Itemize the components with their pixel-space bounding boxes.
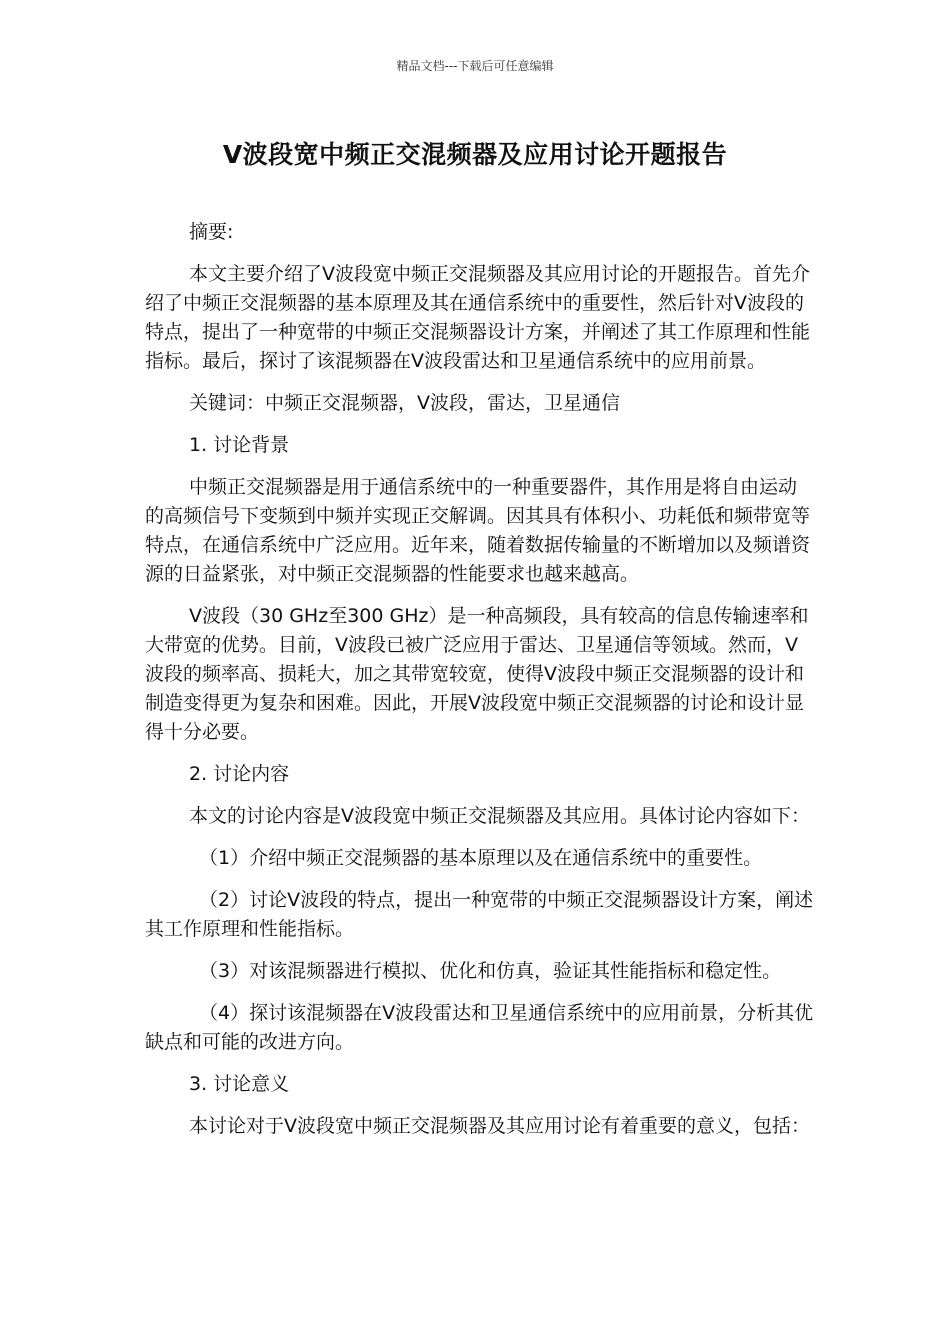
- background-paragraph-1: 中频正交混频器是用于通信系统中的一种重要器件，其作用是将自由运动的高频信号下变频到中频并实现正交解调。因其具有体积小、功耗低和频带宽等特点，在通信系统中广泛应用。近年来，随着数据传输量的不断增加以及频谱资源的日益紧张，对中频正交混频器的性能要求也越来越高。: [145, 476, 811, 585]
- background-paragraph-2: V波段（30 GHz至300 GHz）是一种高频段，具有较高的信息传输速率和大带宽的优势。目前，V波段已被广泛应用于雷达、卫星通信等领域。然而，V波段的频率高、损耗大，加之其带宽较宽，使得V波段中频正交混频器的设计和制造变得更为复杂和困难。因此，开展V波段宽中频正交混频器的讨论和设计显得十分必要。: [145, 605, 809, 743]
- section-heading-background: 1. 讨论背景: [189, 434, 290, 456]
- document-title: V波段宽中频正交混频器及应用讨论开题报告: [222, 140, 728, 169]
- content-list-item-2: （2）讨论V波段的特点，提出一种宽带的中频正交混频器设计方案，阐述其工作原理和性能指标。: [145, 889, 814, 940]
- abstract-paragraph: 本文主要介绍了V波段宽中频正交混频器及其应用讨论的开题报告。首先介绍了中频正交混频器的基本原理及其在通信系统中的重要性，然后针对V波段的特点，提出了一种宽带的中频正交混频器设计方案，并阐述了其工作原理和性能指标。最后，探讨了该混频器在V波段雷达和卫星通信系统中的应用前景。: [145, 263, 811, 372]
- section-heading-significance: 3. 讨论意义: [189, 1073, 290, 1095]
- content-list-item-1: （1）介绍中频正交混频器的基本原理以及在通信系统中的重要性。: [199, 847, 763, 869]
- significance-paragraph: 本讨论对于V波段宽中频正交混频器及其应用讨论有着重要的意义，包括：: [189, 1115, 810, 1137]
- header-note: 精品文档---下载后可任意编辑: [396, 59, 554, 73]
- abstract-heading: 摘要:: [189, 221, 234, 243]
- keywords: 关键词：中频正交混频器，V波段，雷达，卫星通信: [189, 392, 620, 414]
- document-body: [145, 218, 815, 1154]
- content-list-item-4: （4）探讨该混频器在V波段雷达和卫星通信系统中的应用前景，分析其优缺点和可能的改进方向。: [145, 1002, 814, 1053]
- section-heading-content: 2. 讨论内容: [189, 763, 290, 785]
- content-intro-paragraph: 本文的讨论内容是V波段宽中频正交混频器及其应用。具体讨论内容如下：: [189, 805, 810, 827]
- content-list-item-3: （3）对该混频器进行模拟、优化和仿真，验证其性能指标和稳定性。: [199, 960, 782, 982]
